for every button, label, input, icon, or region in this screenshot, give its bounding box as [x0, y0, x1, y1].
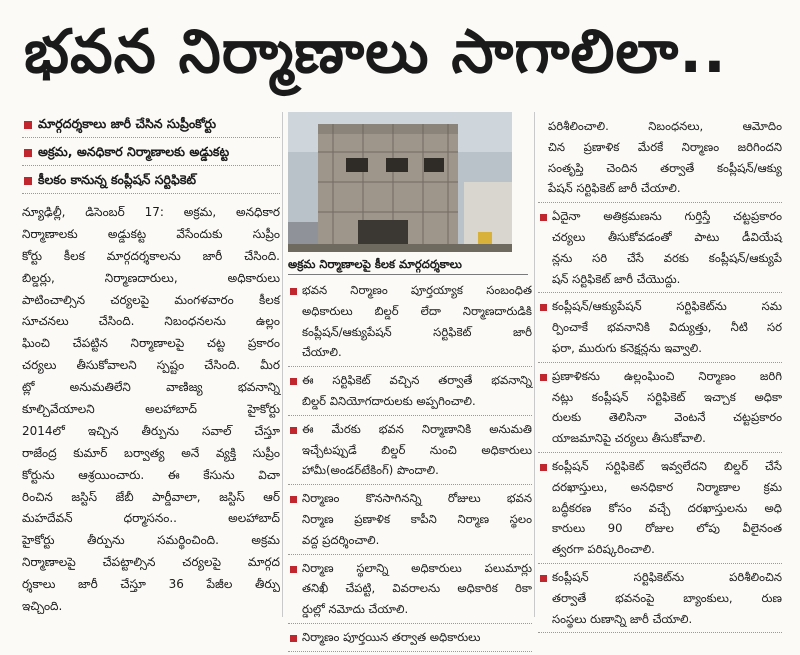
- highlights-list: [22, 110, 280, 194]
- article-body-line: సూచనలు చేసింది. నిబంధనలను ఉల్లం: [22, 314, 280, 329]
- guideline-line: పరిశీలించాలి. నిబంధనలు, ఆమోదిం: [548, 119, 782, 133]
- highlight-text: కీలకం కానున్న కంప్లీషన్ సర్టిఫికెట్: [38, 172, 197, 187]
- guideline-item: [288, 280, 532, 367]
- highlight-text: అక్రమ, అనధికార నిర్మాణాలకు అడ్డుకట్ట: [38, 144, 230, 159]
- article-body-line: రాజేంద్ర కుమార్ బర్వాత్య అనే వ్యక్తి సుప్రీం: [22, 445, 280, 460]
- guidelines-list-right: [538, 116, 782, 633]
- bullet-square-icon: [540, 464, 547, 471]
- guideline-item: [538, 567, 782, 633]
- guideline-line: చర్యలు తీసుకోవడంతో పాటు డీవియేష: [552, 229, 782, 244]
- article-body-line: కోర్టు కీలక మార్గదర్శకాలను జారీ చేసింది.: [22, 248, 280, 263]
- guideline-line: బద్ధీకరణ కోసం వచ్చే దరఖాస్తులను అధి: [552, 500, 782, 515]
- guideline-line: ఈ మేరకు భవన నిర్మాణానికి అనుమతి: [302, 421, 532, 436]
- guideline-item: [538, 206, 782, 293]
- article-body-line: ఘించి చేపట్టిన నిర్మాణాలపై చట్ట ప్రకారం: [22, 336, 280, 351]
- guideline-line: హామీ(అండర్‌టేకింగ్) పొందాలి.: [302, 463, 439, 478]
- bullet-square-icon: [290, 496, 297, 503]
- column-divider: [282, 112, 283, 617]
- highlight-text: మార్గదర్శకాలు జారీ చేసిన సుప్రీంకోర్టు: [38, 116, 217, 131]
- guideline-line: నిర్మాణ ప్రణాళిక కాపీని నిర్మాణ స్థలం: [302, 511, 532, 526]
- article-body-line: నిర్మాణాలకు అడ్డుకట్ట వేసేందుకు సుప్రీం: [22, 226, 280, 241]
- guideline-item: [288, 627, 532, 652]
- article-body-line: 2014లో ఇచ్చిన తీర్పును సవాల్ చేస్తూ: [22, 423, 280, 438]
- guideline-line: ప్రణాళికను ఉల్లంఘించి నిర్మాణం జరిగి: [552, 368, 782, 383]
- bullet-square-icon: [290, 378, 297, 385]
- bullet-square-icon: [290, 566, 297, 573]
- guideline-item: [288, 558, 532, 624]
- guideline-line: ఇచ్చేటప్పుడే బిల్డర్ నుంచి అధికారులు: [302, 442, 532, 457]
- guideline-line: భవన నిర్మాణం పూర్తయ్యాక సంబంధిత: [302, 283, 532, 297]
- guideline-line: సంతృప్తి చెందిన తర్వాతే కంప్లీషన్/ఆక్యు: [548, 160, 782, 175]
- article-body-line: హైకోర్టు తీర్పును సమర్థించింది. అక్రమ: [22, 533, 280, 548]
- guidelines-list-middle: [288, 280, 532, 655]
- guideline-item: [538, 116, 782, 203]
- guideline-line: పేషన్ సర్టిఫికెట్ జారీ చేయాలి.: [548, 181, 681, 196]
- guideline-line: న్లను సరి చేసే వరకు కంప్లీషన్/ఆక్యుపే: [552, 250, 782, 265]
- article-body-line: ర్శకాలు జారీ చేస్తూ 36 పేజీల తీర్పు: [22, 577, 280, 592]
- guideline-item: [538, 366, 782, 453]
- article-body-line: పాటించాల్సిన చర్యలపై మంగళవారం కీలక: [22, 292, 280, 307]
- article-body-line: ట్లో అనుమతిలేని వాణిజ్య భవనాన్ని: [22, 380, 280, 395]
- column-divider: [534, 112, 535, 617]
- guideline-line: వద్ద ప్రదర్శించాలి.: [302, 532, 380, 547]
- guideline-line: యాజమానిపై చర్యలు తీసుకోవాలి.: [552, 431, 706, 446]
- guideline-line: అధికారులు బిల్డర్ లేదా నిర్మాణదారుడికి: [302, 303, 532, 318]
- article-body-line: న్యూఢిల్లీ, డిసెంబర్ 17: అక్రమ, అనధికార: [22, 205, 280, 219]
- guideline-line: నట్లు కంప్లీషన్ సర్టిఫికెట్ ఇచ్చాక అధికా: [552, 389, 782, 404]
- guideline-line: బిల్డర్ వినియోగదారులకు అప్పగించాలి.: [302, 393, 476, 408]
- guideline-line: తర్వాతే భవనంపై బ్యాంకులు, రుణ: [552, 590, 782, 605]
- bullet-square-icon: [24, 149, 32, 157]
- bullet-square-icon: [290, 635, 297, 642]
- building-illustration: [288, 112, 512, 252]
- article-body-line: ఇచ్చింది.: [22, 599, 63, 614]
- caption-rule: [288, 274, 528, 275]
- article-body-line: రించిన జస్టిస్ జేబీ పార్డీవాలా, జస్టిస్ ఆర్: [22, 489, 280, 504]
- guideline-line: తనిఖీ చేపట్టి, వివరాలను అధికారిక రికా: [302, 581, 532, 596]
- left-column: [22, 110, 280, 618]
- guideline-line: నిర్మాణం పూర్తయిన తర్వాత అధికారులు: [302, 629, 481, 644]
- bullet-square-icon: [290, 427, 297, 434]
- guideline-line: సంస్థలు రుణాన్ని జారీ చేయాలి.: [552, 611, 693, 626]
- guideline-line: త్వరగా పరిష్కరించాలి.: [552, 542, 655, 557]
- bullet-square-icon: [540, 575, 547, 582]
- guideline-line: కంప్లీషన్ సర్టిఫికెట్‌ను పరిశీలించిన: [552, 569, 782, 584]
- bullet-square-icon: [540, 214, 547, 221]
- bullet-square-icon: [540, 374, 547, 381]
- article-body-line: మహదేవన్ ధర్మాసనం.. అలహాబాద్: [22, 511, 280, 526]
- guideline-item: [288, 488, 532, 554]
- building-photo: [288, 112, 512, 252]
- guideline-line: చిన ప్రణాళిక మేరకే నిర్మాణం జరిగిందని: [548, 139, 782, 154]
- guideline-line: షన్ సర్టిఫికెట్ జారీ చేయొద్దు.: [552, 271, 681, 286]
- guideline-line: ఈ సర్టిఫికెట్ వచ్చిన తర్వాతే భవనాన్ని: [302, 373, 532, 388]
- guideline-line: కంప్లీషన్/ఆక్యుపేషన్ సర్టిఫికెట్ జారీ: [302, 324, 532, 339]
- bullet-square-icon: [24, 121, 32, 129]
- guideline-item: [288, 419, 532, 485]
- guideline-line: దరఖాస్తులు, అనధికార నిర్మాణాల క్రమ: [552, 479, 782, 494]
- headline: భవన నిర్మాణాలు సాగాలిలా..: [24, 17, 727, 87]
- article-body-line: చర్యలు తీసుకోవాలని స్పష్టం చేసింది. మీర: [22, 358, 280, 373]
- bullet-square-icon: [540, 304, 547, 311]
- guideline-line: నిర్మాణ స్థలాన్ని అధికారులు పలుమార్లు: [302, 560, 532, 575]
- photo-caption: అక్రమ నిర్మాణాలపై కీలక మార్గదర్శకాలు: [288, 257, 462, 271]
- article-body: [22, 202, 280, 618]
- article-body-line: కోర్టును ఆశ్రయించారు. ఈ కేసును విచా: [22, 467, 280, 482]
- guideline-item: [538, 296, 782, 362]
- guideline-line: కారులు 90 రోజుల లోపు వీలైనంత: [552, 521, 782, 536]
- guideline-line: ర్పించాకే భవనానికి విద్యుత్తు, నీటి సర: [552, 320, 782, 335]
- guideline-line: ఏదైనా అతిక్రమణను గుర్తిస్తే చట్టప్రకారం: [552, 209, 782, 224]
- highlight-item: [22, 110, 280, 138]
- bullet-square-icon: [290, 288, 297, 295]
- guideline-line: నిర్మాణం కొనసాగినన్ని రోజులు భవన: [302, 491, 532, 506]
- guideline-item: [538, 456, 782, 564]
- guideline-line: ఫరా, మురుగు కనెక్షన్లను ఇవ్వాలి.: [552, 340, 702, 355]
- guideline-line: చేయాలి.: [302, 345, 342, 360]
- article-body-line: నిర్మాణాలపై చేపట్టాల్సిన చర్యలపై మార్గద: [22, 555, 280, 570]
- article-body-line: కూల్చివేయాలని అలహాబాద్ హైకోర్టు: [22, 402, 280, 417]
- highlight-item: [22, 166, 280, 194]
- highlight-item: [22, 138, 280, 166]
- bullet-square-icon: [24, 177, 32, 185]
- guideline-line: రులకు తెలిసినా వెంటనే చట్టప్రకారం: [552, 410, 782, 425]
- guideline-line: కంప్లీషన్/ఆక్యుపేషన్ సర్టిఫికెట్‌ను సమ: [552, 299, 782, 314]
- article-body-line: బిల్డర్లు, నిర్మాణదారులు, అధికారులు: [22, 270, 280, 285]
- right-column: [538, 116, 782, 636]
- guideline-line: కంప్లీషన్ సర్టిఫికెట్ ఇవ్వలేదని బిల్డర్ చేసే: [552, 458, 782, 473]
- guideline-line: ర్డుల్లో నమోదు చేయాలి.: [302, 602, 409, 617]
- guideline-item: [288, 370, 532, 416]
